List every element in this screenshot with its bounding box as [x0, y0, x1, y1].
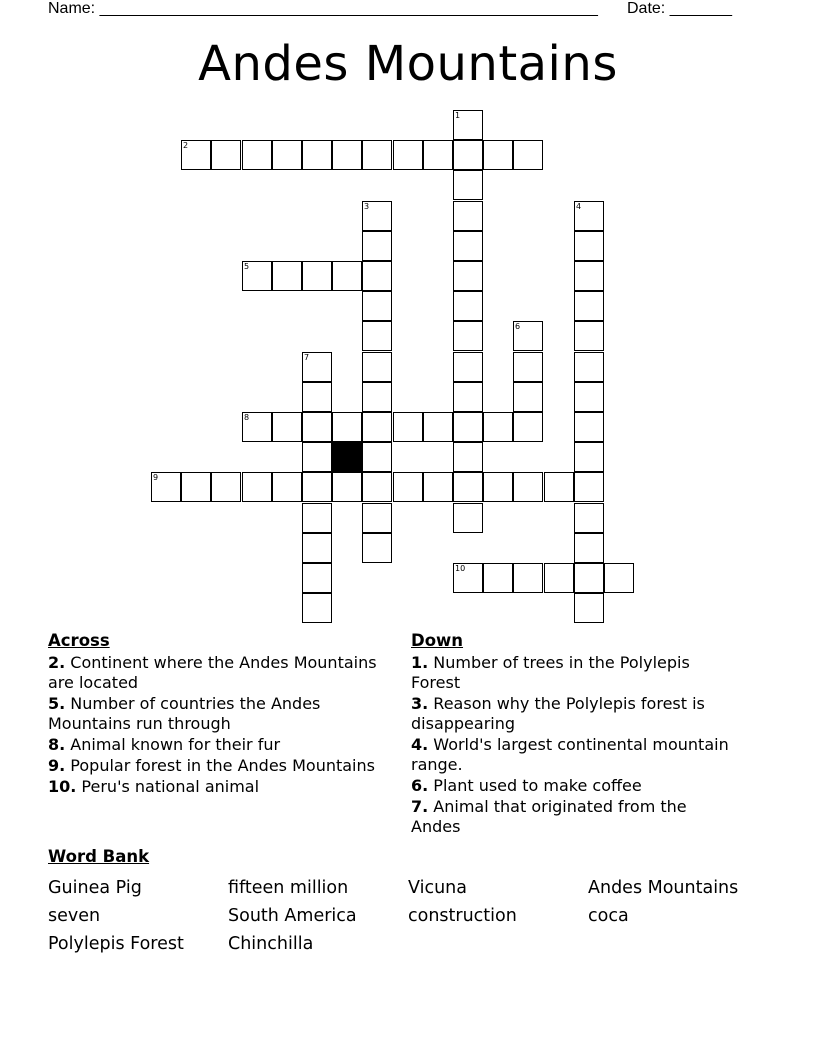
- grid-cell[interactable]: [453, 382, 483, 412]
- grid-cell[interactable]: [302, 382, 332, 412]
- word-bank-word: South America: [228, 906, 357, 926]
- grid-cell[interactable]: [242, 261, 272, 291]
- grid-cell[interactable]: [574, 321, 604, 351]
- clue-text: Plant used to make coffee: [428, 776, 642, 795]
- grid-cell[interactable]: [574, 533, 604, 563]
- grid-cell[interactable]: [574, 472, 604, 502]
- word-bank-word: construction: [408, 906, 517, 926]
- clue-number: 7.: [411, 797, 429, 816]
- word-bank-word: Andes Mountains: [588, 878, 739, 898]
- grid-cell[interactable]: [242, 140, 272, 170]
- down-clues: [411, 630, 741, 838]
- grid-cell[interactable]: [302, 442, 332, 472]
- grid-cell[interactable]: [362, 382, 392, 412]
- grid-cell[interactable]: [453, 412, 483, 442]
- grid-cell[interactable]: [362, 352, 392, 382]
- clue-number: 5.: [48, 694, 66, 713]
- word-bank: [48, 846, 788, 958]
- grid-cell[interactable]: [362, 321, 392, 351]
- grid-cell[interactable]: [513, 352, 543, 382]
- grid-cell[interactable]: [453, 321, 483, 351]
- clue-number: 6: [515, 322, 521, 331]
- across-clue: [48, 694, 378, 734]
- grid-cell[interactable]: [362, 231, 392, 261]
- grid-cell[interactable]: [181, 140, 211, 170]
- clue-number: 8.: [48, 735, 66, 754]
- clue-text: Reason why the Polylepis forest is disappearing: [411, 694, 705, 733]
- grid-cell[interactable]: [574, 261, 604, 291]
- clue-number: 10: [455, 564, 466, 573]
- grid-cell[interactable]: [513, 472, 543, 502]
- grid-cell[interactable]: [453, 231, 483, 261]
- date-field[interactable]: Date: _______: [627, 0, 732, 17]
- grid-cell[interactable]: [574, 593, 604, 623]
- clue-text: Popular forest in the Andes Mountains: [65, 756, 375, 775]
- grid-cell[interactable]: [332, 140, 362, 170]
- grid-cell[interactable]: [574, 352, 604, 382]
- grid-cell[interactable]: [544, 563, 574, 593]
- grid-cell[interactable]: [453, 472, 483, 502]
- clue-number: 2: [183, 141, 189, 150]
- grid-cell[interactable]: [453, 503, 483, 533]
- clue-text: Animal known for their fur: [65, 735, 281, 754]
- grid-cell[interactable]: [513, 563, 543, 593]
- grid-cell[interactable]: [362, 291, 392, 321]
- clue-number: 9: [153, 473, 159, 482]
- word-bank-word: Guinea Pig: [48, 878, 142, 898]
- grid-cell[interactable]: [544, 472, 574, 502]
- grid-cell[interactable]: [302, 261, 332, 291]
- grid-cell[interactable]: [393, 472, 423, 502]
- down-clue: [411, 735, 741, 775]
- name-field[interactable]: Name: ________________________________________________________: [48, 0, 598, 17]
- grid-cell[interactable]: [483, 140, 513, 170]
- across-clue-list: [48, 653, 378, 797]
- grid-cell[interactable]: [423, 140, 453, 170]
- grid-cell[interactable]: [513, 382, 543, 412]
- grid-cell[interactable]: [423, 472, 453, 502]
- grid-cell[interactable]: [574, 291, 604, 321]
- word-bank-word: fifteen million: [228, 878, 349, 898]
- grid-cell[interactable]: [302, 412, 332, 442]
- clue-text: Number of countries the Andes Mountains run through: [48, 694, 321, 733]
- grid-cell[interactable]: [302, 472, 332, 502]
- grid-cell[interactable]: [362, 201, 392, 231]
- shaded-cell: [332, 442, 362, 472]
- grid-cell[interactable]: [272, 261, 302, 291]
- across-clue: [48, 777, 378, 797]
- grid-cell[interactable]: [362, 533, 392, 563]
- down-clue: [411, 653, 741, 693]
- grid-cell[interactable]: [453, 442, 483, 472]
- clue-number: 2.: [48, 653, 66, 672]
- word-bank-word: Polylepis Forest: [48, 934, 184, 954]
- grid-cell[interactable]: [513, 412, 543, 442]
- grid-cell[interactable]: [302, 593, 332, 623]
- grid-cell[interactable]: [302, 533, 332, 563]
- word-bank-word: coca: [588, 906, 629, 926]
- grid-cell[interactable]: [362, 412, 392, 442]
- grid-cell[interactable]: [242, 412, 272, 442]
- grid-cell[interactable]: [453, 170, 483, 200]
- across-heading: Across: [48, 631, 110, 650]
- clue-text: Peru's national animal: [76, 777, 260, 796]
- clue-number: 1.: [411, 653, 429, 672]
- grid-cell[interactable]: [574, 563, 604, 593]
- clue-number: 4.: [411, 735, 429, 754]
- grid-cell[interactable]: [362, 140, 392, 170]
- grid-cell[interactable]: [574, 382, 604, 412]
- grid-cell[interactable]: [362, 442, 392, 472]
- grid-cell[interactable]: [211, 472, 241, 502]
- grid-cell[interactable]: [513, 321, 543, 351]
- clue-number: 4: [576, 202, 582, 211]
- clue-number: 8: [244, 413, 250, 422]
- grid-cell[interactable]: [362, 472, 392, 502]
- grid-cell[interactable]: [302, 140, 332, 170]
- grid-cell[interactable]: [574, 503, 604, 533]
- clue-number: 6.: [411, 776, 429, 795]
- grid-cell[interactable]: [453, 110, 483, 140]
- grid-cell[interactable]: [453, 140, 483, 170]
- clue-number: 3.: [411, 694, 429, 713]
- puzzle-title: Andes Mountains: [198, 36, 618, 92]
- clue-number: 9.: [48, 756, 66, 775]
- grid-cell[interactable]: [423, 412, 453, 442]
- grid-cell[interactable]: [393, 140, 423, 170]
- word-bank-word: seven: [48, 906, 101, 926]
- across-clue: [48, 756, 378, 776]
- grid-cell[interactable]: [302, 503, 332, 533]
- clue-text: Continent where the Andes Mountains are located: [48, 653, 377, 692]
- grid-cell[interactable]: [483, 472, 513, 502]
- clue-number: 7: [304, 353, 310, 362]
- grid-cell[interactable]: [332, 261, 362, 291]
- down-heading: Down: [411, 631, 464, 650]
- word-bank-word: Vicuna: [408, 878, 467, 898]
- grid-cell[interactable]: [362, 261, 392, 291]
- grid-cell[interactable]: [453, 291, 483, 321]
- grid-cell[interactable]: [272, 472, 302, 502]
- grid-cell[interactable]: [302, 352, 332, 382]
- grid-cell[interactable]: [453, 261, 483, 291]
- word-bank-heading: Word Bank: [48, 847, 150, 866]
- clue-text: World's largest continental mountain range.: [411, 735, 729, 774]
- clue-number: 10.: [48, 777, 77, 796]
- down-clue: [411, 694, 741, 734]
- across-clues: [48, 630, 378, 798]
- grid-cell[interactable]: [272, 140, 302, 170]
- grid-cell[interactable]: [453, 563, 483, 593]
- grid-cell[interactable]: [272, 412, 302, 442]
- grid-cell[interactable]: [211, 140, 241, 170]
- down-clue-list: [411, 653, 741, 837]
- grid-cell[interactable]: [574, 201, 604, 231]
- grid-cell[interactable]: [393, 412, 423, 442]
- word-bank-word: Chinchilla: [228, 934, 314, 954]
- across-clue: [48, 653, 378, 693]
- word-bank-list: [48, 874, 788, 958]
- clue-number: 1: [455, 111, 461, 120]
- grid-cell[interactable]: [151, 472, 181, 502]
- clue-text: Animal that originated from the Andes: [411, 797, 687, 836]
- grid-cell[interactable]: [242, 472, 272, 502]
- grid-cell[interactable]: [453, 201, 483, 231]
- grid-cell[interactable]: [332, 412, 362, 442]
- grid-cell[interactable]: [483, 563, 513, 593]
- grid-cell[interactable]: [574, 231, 604, 261]
- grid-cell[interactable]: [453, 352, 483, 382]
- grid-cell[interactable]: [332, 472, 362, 502]
- grid-cell[interactable]: [302, 563, 332, 593]
- grid-cell[interactable]: [362, 503, 392, 533]
- grid-cell[interactable]: [513, 140, 543, 170]
- grid-cell[interactable]: [181, 472, 211, 502]
- clue-number: 3: [364, 202, 370, 211]
- clue-text: Number of trees in the Polylepis Forest: [411, 653, 690, 692]
- across-clue: [48, 735, 378, 755]
- grid-cell[interactable]: [574, 412, 604, 442]
- clue-number: 5: [244, 262, 250, 271]
- down-clue: [411, 776, 741, 796]
- grid-cell[interactable]: [574, 442, 604, 472]
- grid-cell[interactable]: [483, 412, 513, 442]
- down-clue: [411, 797, 741, 837]
- grid-cell[interactable]: [604, 563, 634, 593]
